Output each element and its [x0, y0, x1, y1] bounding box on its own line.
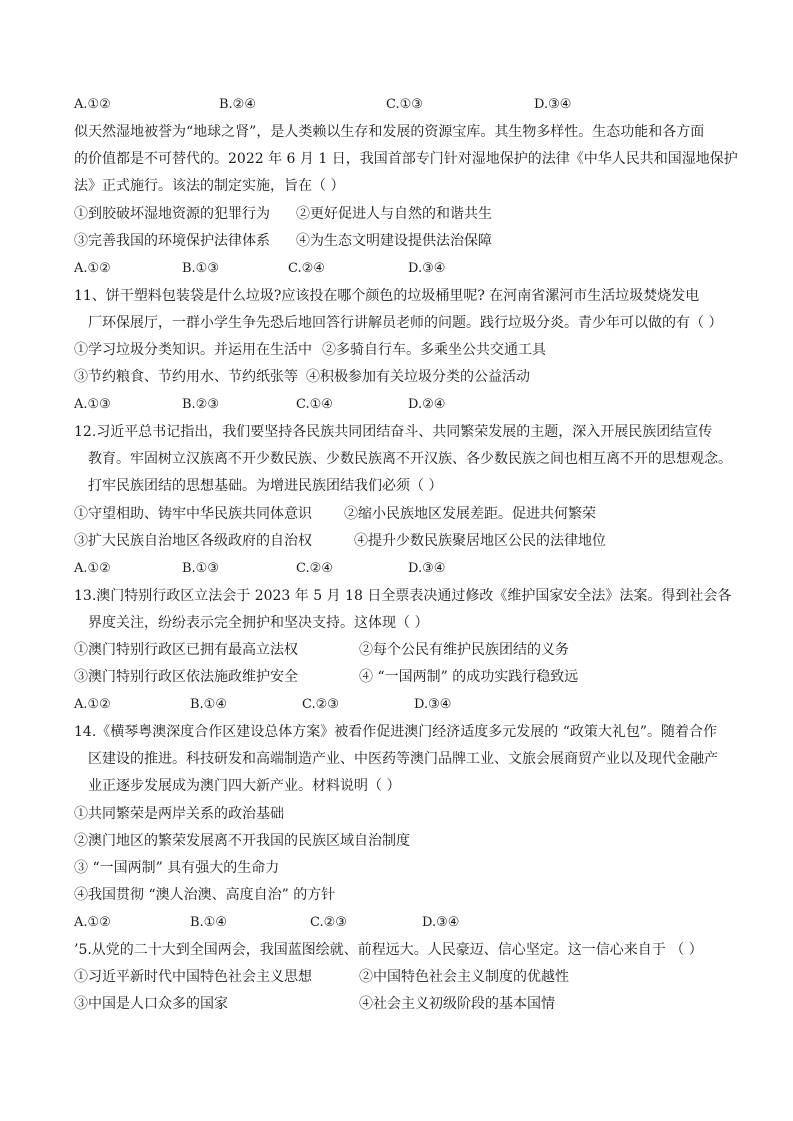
- option-b: B.①③: [182, 261, 219, 276]
- q10-item-3: ③完善我国的环境保护法律体系: [74, 233, 270, 249]
- option-b: B.②④: [219, 97, 256, 112]
- option-d: D.③④: [414, 697, 452, 712]
- q14-item-3: ③ “一国两制” 具有强大的生命力: [74, 860, 280, 876]
- q11-item-1: ①学习垃圾分类知识。并运用在生活中: [74, 342, 312, 358]
- q13-items-row: [74, 641, 774, 659]
- q10-item-1: ①到胶破坏湿地资源的犯罪行为: [74, 206, 270, 222]
- option-c: C.②③: [310, 915, 347, 930]
- q10-items-row: [74, 232, 774, 250]
- q11-items-row: [74, 341, 774, 359]
- q10-item-2: ②更好促进人与自然的和谐共生: [296, 206, 492, 222]
- q11-items-row: [74, 368, 774, 386]
- option-d: D.③④: [408, 261, 446, 276]
- option-a: A.①②: [74, 97, 111, 112]
- q10-stem-line: 法》正式施行。该法的制定实施，旨在（ ）: [74, 178, 345, 194]
- option-b: B.②③: [182, 397, 219, 412]
- option-d: D.③④: [422, 915, 460, 930]
- q15-item-4: ④社会主义初级阶段的基本国情: [359, 996, 555, 1012]
- q11-stem-line: 厂环保展厅，一群小学生争先恐后地回答行讲解员老师的问题。践行垃圾分炎。青少年可以做的有（ ）: [88, 315, 723, 331]
- option-a: A.①②: [74, 561, 111, 576]
- q13-stem-line: 界度关注，纷纷表示完全拥护和坚决支持。这体现（ ）: [88, 615, 429, 631]
- q15-item-3: ③中国是人口众多的国家: [74, 996, 228, 1012]
- option-c: C.②④: [296, 561, 333, 576]
- option-b: B.①④: [190, 915, 227, 930]
- q14-options: [74, 914, 774, 932]
- option-a: A.①③: [74, 397, 111, 412]
- option-a: A.①②: [74, 697, 111, 712]
- q12-item-2: ②缩小民族地区发展差距。促进共何繁荣: [344, 506, 596, 522]
- option-d: D.②④: [408, 397, 446, 412]
- q10-stem-line: 的价值都是不可替代的。2022 年 6 月 1 日，我国首部专门针对湿地保护的法律《中华人民共和国湿地保护: [74, 151, 738, 167]
- options-row: [74, 96, 774, 114]
- option-c: C.②④: [288, 261, 325, 276]
- q13-item-4: ④ “一国两制” 的成功实践行稳致远: [359, 669, 579, 685]
- q12-items-row: [74, 532, 774, 550]
- q13-item-1: ①澳门特别行政区已拥有最高立法权: [74, 642, 298, 658]
- q15-items-row: [74, 968, 774, 986]
- option-d: D.③④: [534, 97, 572, 112]
- q12-item-3: ③扩大民族自治地区各级政府的自治权: [74, 533, 312, 549]
- q10-item-4: ④为生态文明建设提供法治保障: [296, 233, 492, 249]
- q15-item-1: ①习近平新时代中国特色社会主义思想: [74, 969, 312, 985]
- q14-stem-line: 14.《横琴粤澳深度合作区建设总体方案》被看作促进澳门经济适度多元发展的 “政策大礼包”。随着合作: [74, 724, 718, 740]
- q10-stem-line: 似天然湿地被誉为“地球之肾”，是人类赖以生存和发展的资源宝库。其生物多样性。生态功能和各方面: [74, 124, 705, 140]
- option-d: D.③④: [408, 561, 446, 576]
- q15-stem-line: ’5.从党的二十大到全国两会，我国蓝图绘就、前程远大。人民豪迈、信心坚定。这一信心来自于 （ ）: [74, 942, 703, 958]
- q14-item-1: ①共同繁荣是两岸关系的政治基础: [74, 806, 284, 822]
- q12-options: [74, 560, 774, 578]
- option-a: A.①②: [74, 915, 111, 930]
- q11-item-4: ④积极参加有关垃圾分类的公益活动: [306, 369, 530, 385]
- q14-item-2: ②澳门地区的繁荣发展离不开我国的民族区域自治制度: [74, 833, 410, 849]
- q12-item-1: ①守望相助、铸牢中华民族共同体意识: [74, 506, 312, 522]
- q12-stem-line: 12.习近平总书记指出，我们要坚持各民族共同团结奋斗、共同繁荣发展的主题，深入开展民族团结宣传: [74, 424, 713, 440]
- q11-options: [74, 396, 774, 414]
- option-c: C.②③: [302, 697, 339, 712]
- q15-item-2: ②中国特色社会主义制度的优越性: [359, 969, 569, 985]
- q12-item-4: ④提升少数民族聚居地区公民的法律地位: [354, 533, 606, 549]
- q11-item-3: ③节约粮食、节约用水、节约纸张等: [74, 369, 298, 385]
- option-b: B.①③: [182, 561, 219, 576]
- q12-items-row: [74, 505, 774, 523]
- q12-stem-line: 教育。牢固树立汉族离不开少数民族、少数民族离不开汉族、各少数民族之间也相互离不开的思想观念。: [88, 451, 732, 467]
- q11-item-2: ②多骑自行车。多乘坐公共交通工具: [322, 342, 546, 358]
- q13-items-row: [74, 668, 774, 686]
- q10-options: [74, 260, 774, 278]
- option-c: C.①④: [296, 397, 333, 412]
- q14-item-4: ④我国贯彻 “澳人治澳、高度自治” 的方针: [74, 887, 336, 903]
- option-c: C.①③: [386, 97, 423, 112]
- q12-stem-line: 打牢民族团结的思想基础。为增进民族团结我们必须（ ）: [88, 478, 443, 494]
- option-b: B.①④: [190, 697, 227, 712]
- q11-stem-line: 11、饼干塑料包装袋是什么垃圾?应该投在哪个颜色的垃圾桶里呢? 在河南省漯河市生活垃圾焚烧发电: [74, 288, 700, 304]
- q15-items-row: [74, 995, 774, 1013]
- q13-item-3: ③澳门特别行政区依法施政维护安全: [74, 669, 298, 685]
- q13-options: [74, 696, 774, 714]
- q14-stem-line: 业正逐步发展成为澳门四大新产业。材料说明（ ）: [88, 778, 401, 794]
- q13-item-2: ②每个公民有维护民族团结的义务: [359, 642, 569, 658]
- option-a: A.①②: [74, 261, 111, 276]
- q10-items-row: [74, 205, 774, 223]
- q14-stem-line: 区建设的推进。科技研发和高端制造产业、中医药等澳门品牌工业、文旅会展商贸产业以及现代金融产: [88, 751, 718, 767]
- q13-stem-line: 13.澳门特别行政区立法会于 2023 年 5 月 18 日全票表决通过修改《维护国家安全法》法案。得到社会各: [74, 588, 732, 604]
